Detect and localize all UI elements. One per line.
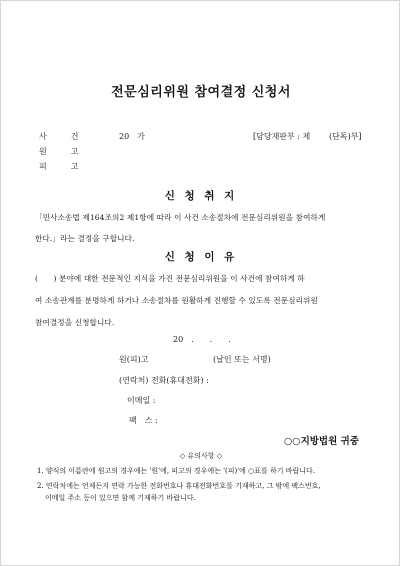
case-number: 20 가: [119, 132, 145, 141]
purpose-line-1: 「민사소송법 제164조의2 제1항에 따라 이 사건 소송절차에 전문심리위원을 참여하게: [35, 213, 326, 222]
case-label: 사 건: [39, 132, 79, 141]
reason-line-1: ( ) 분야에 대한 전문적인 지식을 가진 전문심리위원을 이 사건에 참여하게 하: [35, 274, 305, 283]
sign-note: (날인 또는 서명): [213, 355, 271, 364]
date-line: 20 . . .: [173, 335, 231, 344]
document-title: 전문심리위원 참여결정 신청서: [111, 85, 291, 100]
phone-label: (연락처) 전화(휴대전화) :: [119, 376, 209, 385]
defendant-label: 피 고: [39, 162, 79, 171]
notes-heading: ◇ 유의사항 ◇: [179, 452, 223, 460]
division-label: [담당재판부 : 제: [253, 132, 311, 141]
division-suffix: (단독)부]: [329, 132, 362, 141]
purpose-heading: 신 청 취 지: [164, 190, 238, 202]
applicant-label: 원(피)고: [119, 355, 149, 364]
fax-label: 팩 스 :: [129, 416, 158, 425]
court-name: ○○지방법원 귀중: [284, 436, 359, 447]
note-item-2: 2. 연락처에는 언제든지 연락 가능한 전화번호나 휴대전화번호를 기재하고, 그 밖에 팩스번호,: [37, 482, 321, 490]
reason-heading: 신 청 이 유: [164, 251, 238, 263]
email-label: 이메일 :: [127, 396, 156, 405]
plaintiff-label: 원 고: [39, 147, 79, 156]
purpose-line-2: 한다.」라는 결정을 구합니다.: [35, 234, 135, 243]
reason-line-3: 참여결정을 신청합니다.: [35, 318, 115, 327]
reason-line-2: 여 소송관계를 분명하게 하거나 소송절차를 원활하게 진행할 수 있도록 전문심리위원: [35, 296, 318, 305]
note-item-1: 1. 양식의 이름란에 원고의 경우에는 '원'에, 피고의 경우에는 '(피)'에 ○표를 하기 바랍니다.: [37, 467, 316, 475]
note-item-2-cont: 이메일 주소 등이 있으면 함께 기재하기 바랍니다.: [45, 494, 196, 502]
